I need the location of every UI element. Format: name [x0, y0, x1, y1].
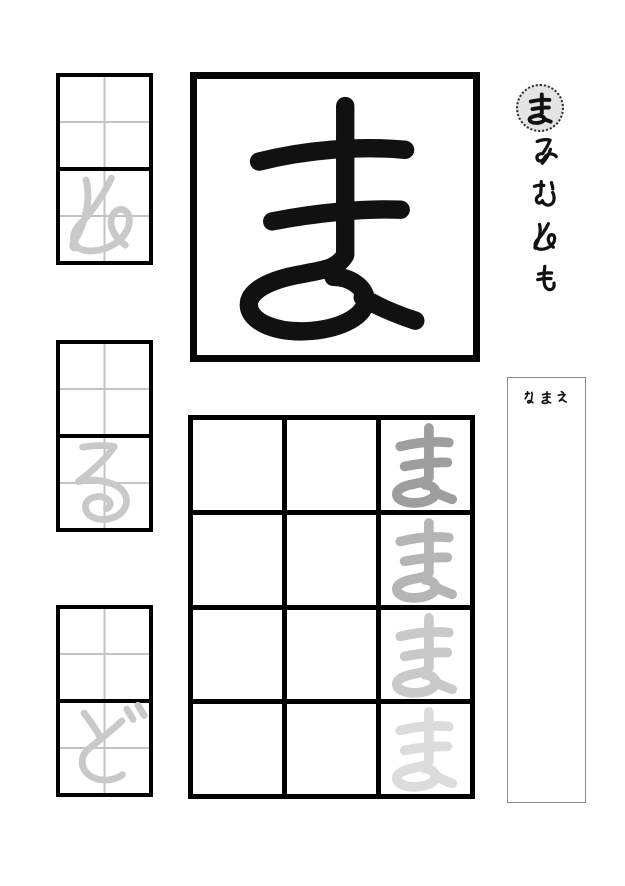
practice-cell-trace [381, 610, 470, 700]
practice-cell [193, 704, 282, 794]
practice-cell-trace [381, 704, 470, 794]
hiragana-do-model-glyph [56, 699, 153, 797]
practice-cell [287, 515, 376, 605]
practice-cell-trace [381, 420, 470, 510]
badge-kana-glyph [522, 90, 559, 127]
name-label-char-glyph [523, 390, 538, 405]
practice-cell [287, 420, 376, 510]
name-label [508, 390, 585, 405]
main-character-glyph [189, 71, 481, 363]
example-box-do [56, 605, 153, 797]
practice-square-model [60, 167, 149, 261]
practice-square-model [60, 434, 149, 528]
trace-ma-glyph [377, 606, 474, 704]
practice-square-empty [60, 77, 149, 167]
example-box-me [56, 73, 153, 265]
current-kana-badge [516, 84, 564, 132]
kana-row-list [529, 134, 563, 297]
practice-cell [193, 515, 282, 605]
practice-cell-trace [381, 515, 470, 605]
name-label-char-glyph [555, 390, 570, 405]
trace-ma-glyph [377, 700, 474, 798]
practice-grid [188, 415, 475, 799]
practice-cell [193, 610, 282, 700]
example-box-ru [56, 340, 153, 532]
kana-list-item-me [529, 220, 563, 254]
name-label-char-glyph [539, 390, 554, 405]
trace-ma-glyph [377, 416, 474, 514]
main-character-box [190, 72, 480, 362]
kana-list-item-mo [529, 263, 563, 297]
trace-ma-glyph [377, 511, 474, 609]
practice-cell [193, 420, 282, 510]
hiragana-me-model-glyph [56, 167, 153, 265]
hiragana-ru-model-glyph [56, 434, 153, 532]
practice-square-empty [60, 609, 149, 699]
kana-list-item-mu [529, 177, 563, 211]
practice-square-model [60, 699, 149, 793]
practice-cell [287, 610, 376, 700]
kana-list-item-mi [529, 134, 563, 168]
practice-cell [287, 704, 376, 794]
practice-square-empty [60, 344, 149, 434]
name-box [507, 377, 586, 803]
